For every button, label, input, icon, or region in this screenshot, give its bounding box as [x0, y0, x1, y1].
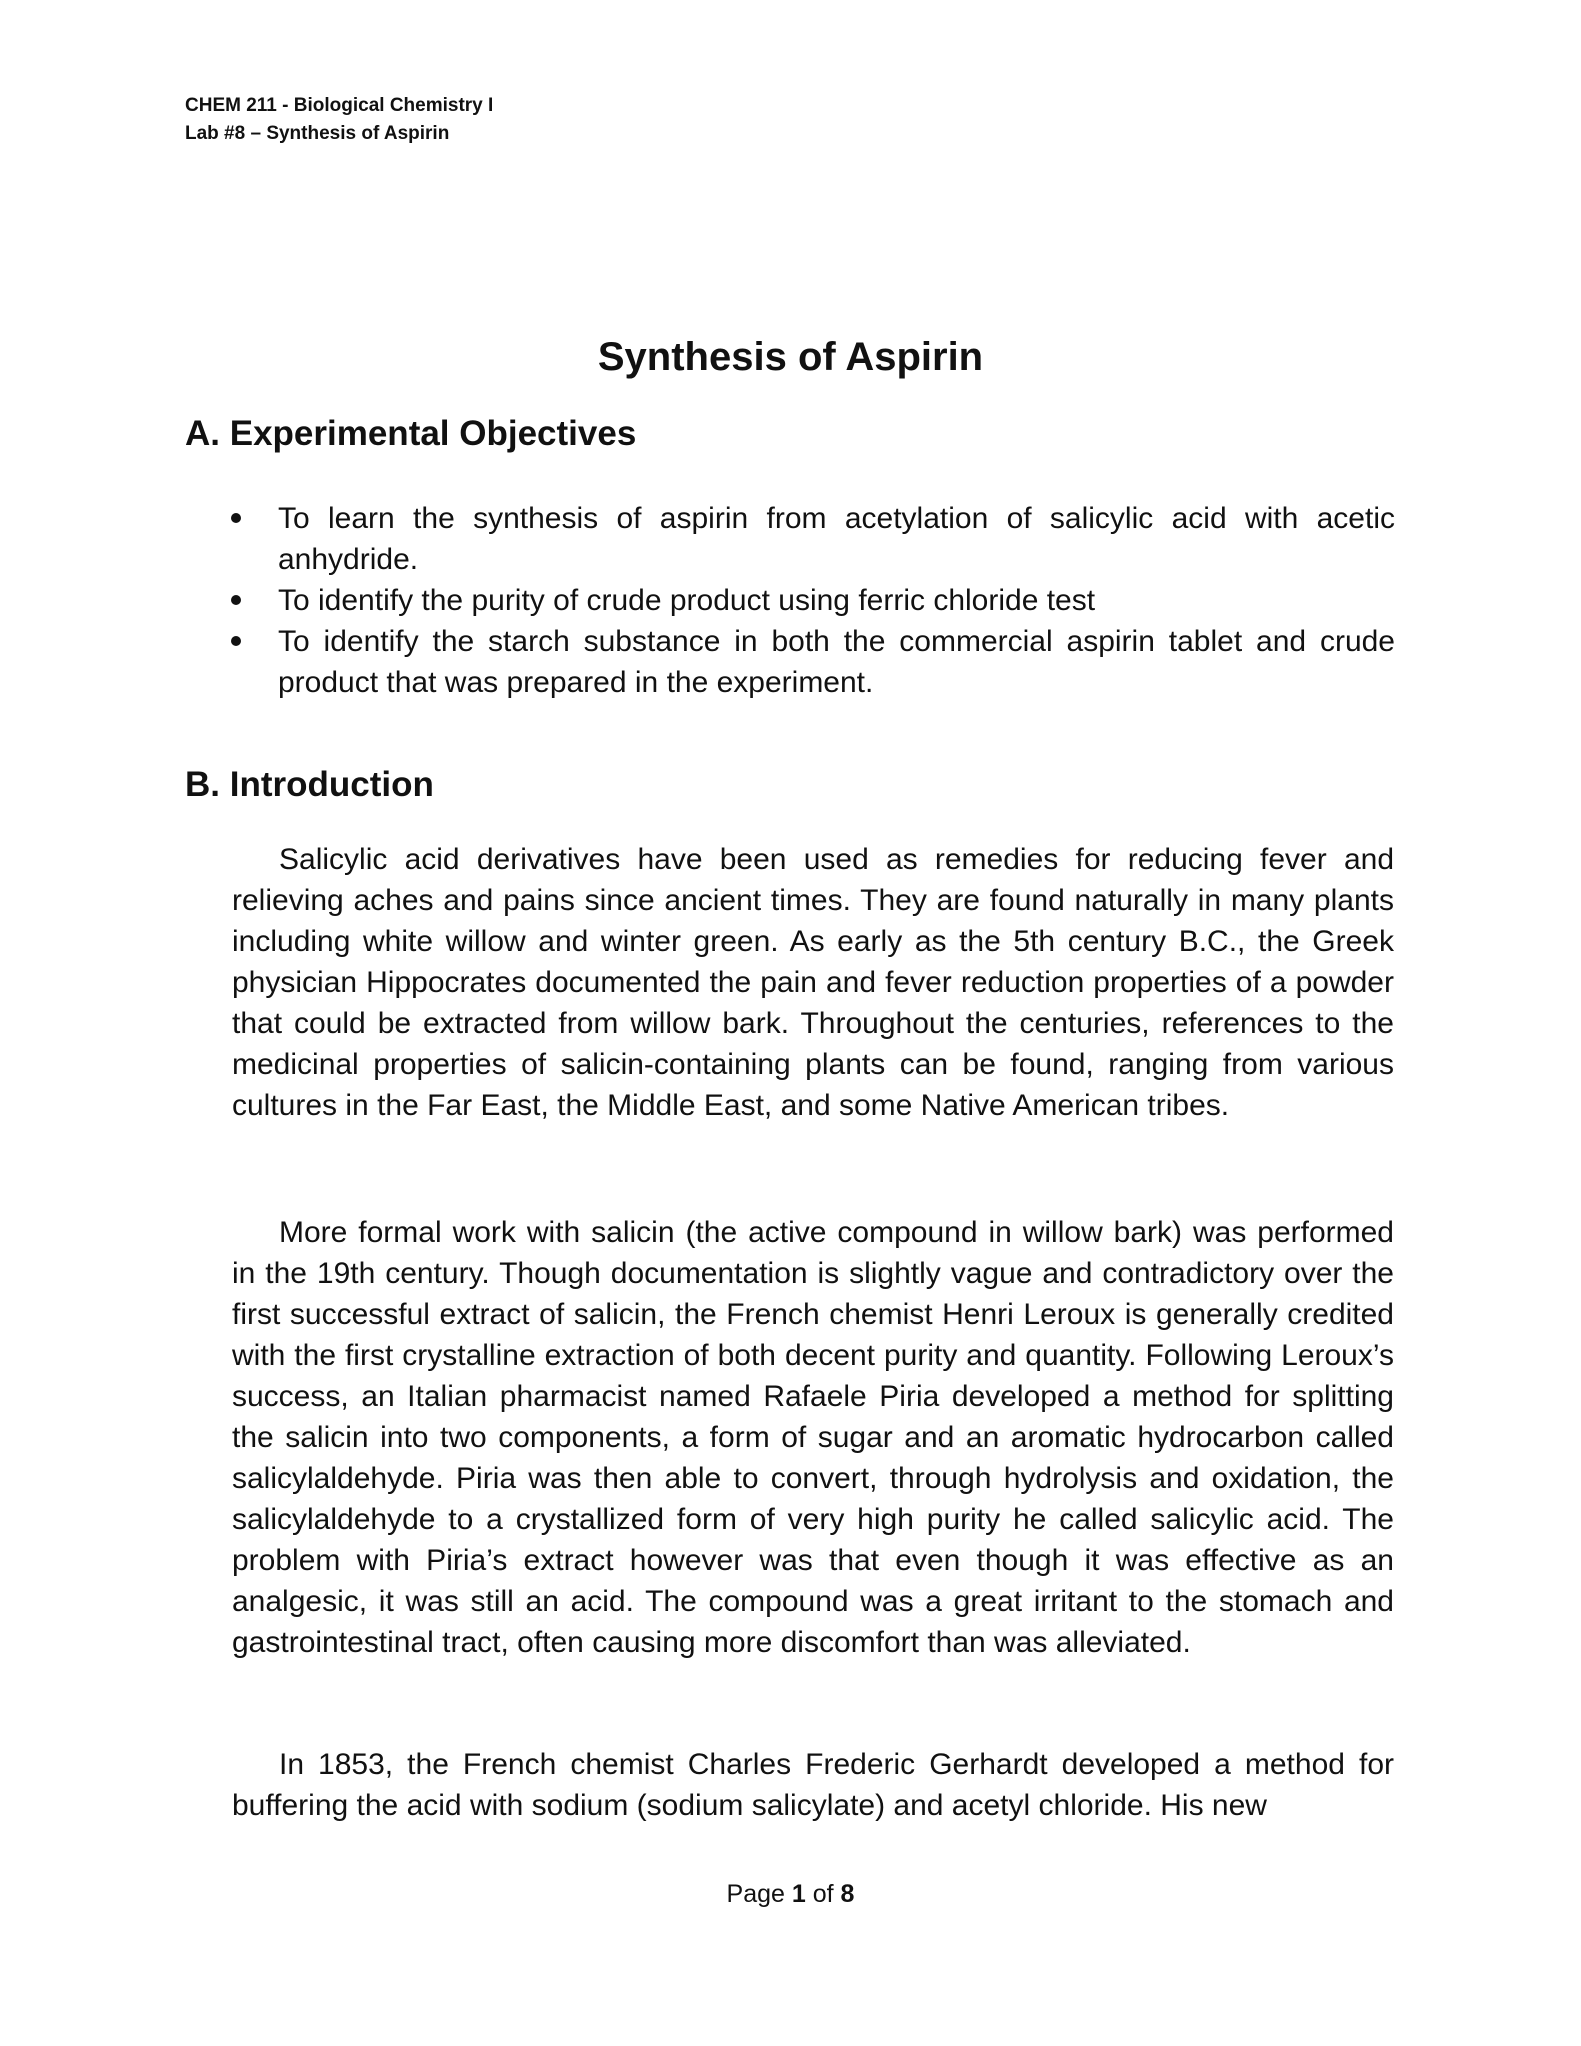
lab-title: Lab #8 – Synthesis of Aspirin: [185, 123, 450, 144]
list-item: [185, 621, 1395, 703]
bullet-icon: [231, 595, 241, 605]
page-title: Synthesis of Aspirin: [597, 335, 984, 379]
list-item: [185, 580, 1395, 621]
intro-paragraph-2: More formal work with salicin (the active compound in willow bark) was performed in the 19th century. Though documentation is slightly vague and contradictory over the first successful extract of salicin, the French chemist Henri Leroux is generally credited with the first crystalline extraction of both decent purity and quantity. Following Leroux’s success, an Italian pharmacist named Rafaele Piria developed a method for splitting the salicin into two components, a form of sugar and an aromatic hydrocarbon called salicylaldehyde. Piria was then able to convert, through hydrolysis and oxidation, the salicylaldehyde to a crystallized form of very high purity he called salicylic acid. The problem with Piria’s extract however was that even though it was effective as an analgesic, it was still an acid. The compound was a great irritant to the stomach and gastrointestinal tract, often causing more discomfort than was alleviated.: [232, 1216, 1394, 1659]
of-label: of: [812, 1880, 834, 1908]
list-item-text: To identify the starch substance in both the commercial aspirin tablet and crude product that was prepared in the experiment.: [278, 625, 1395, 699]
intro-paragraph-1: Salicylic acid derivatives have been used as remedies for reducing fever and relieving aches and pains since ancient times. They are found naturally in many plants including white willow and winter green. As early as the 5th century B.C., the Greek physician Hippocrates documented the pain and fever reduction properties of a powder that could be extracted from willow bark. Throughout the centuries, references to the medicinal properties of salicin-containing plants can be found, ranging from various cultures in the Far East, the Middle East, and some Native American tribes.: [232, 843, 1394, 1122]
list-item-text: To identify the purity of crude product using ferric chloride test: [278, 584, 1096, 617]
list-item-text: To learn the synthesis of aspirin from acetylation of salicylic acid with acetic anhydride.: [278, 502, 1395, 576]
list-item: [185, 498, 1395, 580]
page-label: Page: [726, 1880, 785, 1908]
document-header: [185, 92, 493, 148]
section-heading-objectives: A. Experimental Objectives: [185, 414, 637, 453]
course-title: CHEM 211 - Biological Chemistry I: [185, 95, 494, 116]
intro-paragraph-3: In 1853, the French chemist Charles Frederic Gerhardt developed a method for buffering the acid with sodium (sodium salicylate) and acetyl chloride. His new: [232, 1748, 1394, 1822]
objectives-list: [185, 498, 1395, 703]
bullet-icon: [231, 636, 241, 646]
section-heading-introduction: B. Introduction: [185, 765, 434, 804]
total-page-count: 8: [840, 1880, 855, 1908]
page-number-footer: [0, 1880, 1581, 1909]
bullet-icon: [231, 513, 241, 523]
current-page-number: 1: [791, 1880, 806, 1908]
